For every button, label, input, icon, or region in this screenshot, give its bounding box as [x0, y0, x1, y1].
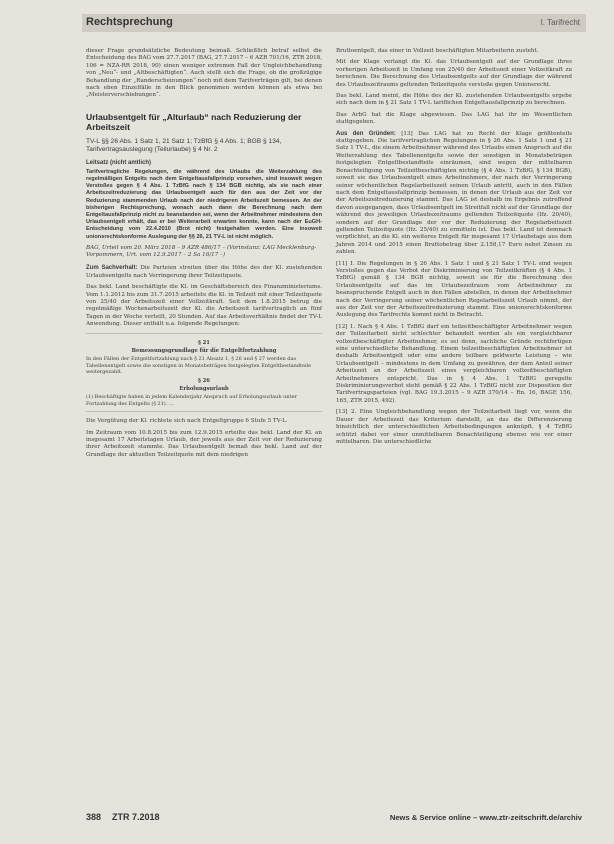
running-header	[82, 14, 586, 32]
paragraph-body: In den Fällen der Entgeltfortzahlung nach § 21 Absatz 1, § 26 und § 27 werden das Tabellenentgelt sowie die sonstigen in Monatsbeträgen festgelegten Entgeltbestandteile weitergezahlt.	[86, 356, 312, 376]
right-paragraph-3: Das bekl. Land meint, die Höhe des der Kl. zustehenden Urlaubsentgelts ergebe sich nach dem in § 21 Satz 1 TV-L tariflichen Entgeltausfallprinzip zu berechnen.	[336, 93, 572, 107]
sachverhalt-text: Die Parteien streiten über die Höhe des der Kl. zustehenden Urlaubsentgelts nach Verringerung ihrer Teilzeitquote.	[86, 265, 322, 279]
page-footer	[82, 810, 586, 826]
paragraph-number-2: § 26	[198, 377, 210, 384]
right-paragraph-1: Bruttoentgelt, das einer in Vollzeit beschäftigten Mitarbeiterin zusteht.	[336, 48, 539, 54]
quoted-regulation	[86, 333, 322, 413]
section-title: Rechtsprechung	[86, 16, 173, 28]
journal-issue: ZTR 7.2018	[112, 812, 160, 822]
reasoning-paragraph-11: [11] I. Die Regelungen in § 26 Abs. 1 Satz 1 und § 21 Satz 1 TV-L sind wegen Verstoßes gegen das Verbot der Diskriminierung von Teilzeitkräften (§ 4 Abs. 1 TzBfG) gemäß § 134 BGB nichtig, soweit sie für die Berechnung des Urlaubsentgelts auf das im Urlaubszeitraum vom Arbeitnehmer zu beanspruchende Entgelt auch in den Fällen abstellen, in denen der Arbeitnehmer nach der Verringerung seiner wöchentlichen Regelarbeitszeit Urlaub nimmt, der aus der Zeit vor der Arbeitszeitreduzierung stammt. Eine unionsrechtskonforme Auslegung des Tarifrechts kommt nicht in Betracht.	[336, 260, 572, 319]
sachverhalt-paragraph	[86, 265, 322, 280]
left-column	[86, 48, 322, 463]
gruende-paragraph	[336, 131, 572, 257]
archive-link[interactable]: News & Service online – www.ztr-zeitschrift.de/archiv	[389, 813, 582, 822]
paragraph-title-2: Erholungsurlaub	[179, 385, 229, 392]
gruende-text: [13] Das LAG hat zu Recht der Klage größtenteils stattgegeben. Die tarifvertraglichen Regelungen in § 26 Abs. 1 Satz 1 und § 21 Satz 1 TV-L, die einem Arbeitnehmer während des Urlaubs einen Anspruch auf die Weiterzahlung des Tabellenentgelts sowie der sonstigen in Monatsbeträgen festgelegten Entgeltbestandteile einräumen, sind wegen der mittelbaren Benachteiligung von Teilzeitbeschäftigten nichtig (§ 4 Abs. 1 TzBfG, § 134 BGB), soweit sie das Urlaubsentgelt eines Arbeitnehmers, der nach der Verringerung seiner wöchentlichen Regelarbeitszeit seinen Urlaub antritt, auch in den Fällen nach dem Entgeltausfallprinzip bemessen, in denen der Urlaub aus der Zeit vor der Arbeitszeitreduzierung stammt. Das LAG ist deshalb im Ergebnis zutreffend davon ausgegangen, dass Urlaubsentgelt im Streitfall nicht auf der Grundlage der während des jeweiligen Urlaubszeitraums geltenden Teilzeitquote (Ifz. 20/40), sondern auf der Grundlage der vor der Reduzierung der Regelarbeitszeit geltenden Teilzeitquote (Ifz. 25/40) zu ermitteln ist. Das bekl. Land ist demnach verpflichtet, an die Kl. ein weiteres Entgelt für insgesamt 17 Urlaubstage aus dem Jahren 2014 und 2015 einen Bruttobetrag über 2.158,17 Euro nebst Zinsen zu zahlen.	[336, 130, 572, 256]
right-column	[336, 48, 572, 450]
vacation-period-paragraph: Im Zeitraum vom 10.8.2015 bis zum 12.9.2015 erteilte das bekl. Land der Kl. an insgesamt 17 Arbeitstagen Urlaub, der jeweils aus der Zeit vor der Reduzierung ihrer Arbeitszeit stammte. Das Urlaubsentgelt bemaß das bekl. Land auf der Grundlage der aktuellen Teilzeitquote mit dem niedrigen	[86, 429, 322, 458]
category-label: I. Tarifrecht	[540, 18, 580, 27]
court-citation: BAG, Urteil vom 20. März 2018 – 9 AZR 486/17 – (Vorinstanz: LAG Mecklenburg-Vorpommern, Urt. vom 12.9.2017 – 2 Sa 16/17 –)	[86, 244, 317, 259]
legal-norms: TV-L §§ 26 Abs. 1 Satz 1, 21 Satz 1; TzBfG § 4 Abs. 1; BGB § 134, Tarifvertragsauslegung (Teilurlaube) § 4 Nr. 2	[86, 137, 282, 153]
page-number: 388	[86, 812, 102, 822]
leitsatz-text: Tarifvertragliche Regelungen, die während des Urlaubs die Weiterzahlung des regelmäßigen Entgelts nach dem Entgeltausfallprinzip vorsehen, sind insoweit wegen Verstoßes gegen § 4 Abs. 1 TzBfG nach § 134 BGB nichtig, als sie nach einer Arbeitszeitreduzierung das Urlaubsentgelt auch für den aus der Zeit vor der Reduzierung stammenden Urlaub nach der niedrigeren Arbeitszeit bemessen. An der bisherigen Rechtsprechung, wonach auch dann die Berechnung nach dem Entgeltausfallprinzip nicht zu beanstanden sei, wenn der Arbeitnehmer mindestens den Urlaubsentgelt erhält, das er bei Weiterarbeit erwarten konnte, kann nach der EuGH-Entscheidung vom 22.4.2010 (Brot nicht) festgehalten werden. Eine insoweit unionsrechtskonforme Auslegung der §§ 26, 21 TV-L ist nicht möglich.	[86, 168, 322, 240]
paragraph-number: § 21	[198, 339, 210, 346]
reasoning-paragraph-13: [13] 2. Eine Ungleichbehandlung wegen der Teilzeitarbeit liegt vor, wenn die Dauer der Arbeitszeit das Kriterium darstellt, an das die Differenzierung hinsichtlich der unterschiedlichen Arbeitsbedingungen anknüpft. § 4 TzBfG schützt dabei vor einer unmittelbaren Benachteiligung ebenso wie vor einer mittelbaren. Die unterschiedliche	[336, 409, 572, 445]
pay-group-paragraph: Die Vergütung der Kl. richtete sich nach Entgeltgruppe 6 Stufe 5 TV-L.	[86, 418, 288, 425]
right-paragraph-2: Mit der Klage verlangt die Kl. das Urlaubsentgelt auf der Grundlage ihres vorherigen Arbeitszeit in Umfang von 25/40 der Arbeitszeit einer Vollzeitkraft zu berechnen. Die Berechnung des Urlaubsentgelts auf der Grundlage der während des Urlaubszeitraums geltenden Teilzeitquote verstoße gegen Unionsrecht.	[336, 59, 572, 88]
paragraph-title: Bemessungsgrundlage für die Entgeltfortzahlung	[131, 347, 277, 354]
intro-paragraph: dieser Frage grundsätzliche Bedeutung beimaß. Schließlich betraf selbst die Entscheidung des BAG vom 27.7.2017 (BAG, 27.7.2017 – 6 AZR 701/16, ZTR 2018, 106 = NZA-RR 2018, 90) einen weniger extremen Fall der Ungleichbehandlung von „Neu“- und „Altbeschäftigten“. Auch stellt sich die Frage, ob die großzügige Behandlung der „Randerscheinungen“ noch mit dem Tarifverträgen gilt, bei denen nach eben Einzelfälle in den Blick genommen werden können als etwa bei „Meisterverschiebungen“.	[86, 48, 322, 99]
reasoning-paragraph-12: [12] 1. Nach § 4 Abs. 1 TzBfG darf ein teilzeitbeschäftigter Arbeitnehmer wegen der Teilzeitarbeit nicht schlechter behandelt werden als ein vergleichbarer vollzeitbeschäftigter Arbeitnehmer, es sei denn, sachliche Gründe rechtfertigen eine unterschiedliche Behandlung. Einem teilzeitbeschäftigten Arbeitnehmer ist deshalb Arbeitsentgelt oder eine andere teilbare geldwerte Leistung – wie Urlaubsentgelt – mindestens in dem Umfang zu gewähren, der dem Anteil seiner Arbeitszeit an der Arbeitszeit eines vergleichbaren vollzeitbeschäftigten Arbeitnehmers entspricht. Das in § 4 Abs. 1 TzBfG geregelte Diskriminierungsverbot steht gemäß § 22 Abs. 1 TzBfG nicht zur Disposition der Tarifvertragsparteien (vgl. BAG 19.3.2015 – 9 AZR 370/14 – Rn. 16, BAGE 156, 165, ZTR 2015, 492).	[336, 323, 572, 404]
paragraph-body-2: (1) Beschäftigte haben in jedem Kalenderjahr Anspruch auf Erholungsurlaub unter Fortzahlung des Entgelts (§ 21). ...	[86, 394, 297, 407]
leitsatz-label: Leitsatz (nicht amtlich)	[86, 159, 152, 166]
right-paragraph-4: Das ArbG hat die Klage abgewiesen. Das LAG hat ihr im Wesentlichen stattgegeben.	[336, 111, 572, 126]
sachverhalt-label: Zum Sachverhalt:	[86, 265, 138, 272]
article-heading: Urlaubsentgelt für „Alturlaub“ nach Reduzierung der Arbeitszeit	[86, 111, 302, 132]
facts-paragraph: Das bekl. Land beschäftigte die Kl. im Geschäftsbereich des Finanzministeriums. Vom 1.1.2012 bis zum 31.7.2015 arbeitete die Kl. in Teilzeit mit einer Teilzeitquote von 25/40 der Arbeitszeit einer Vollzeitkraft. Seit dem 1.8.2015 betrug die regelmäßige Wochenarbeitszeit der Kl. die Arbeitszeit tarifvertraglich an fünf Tagen in der Woche verteilt, 20 Stunden. Auf das Arbeitsverhältnis findet der TV-L Anwendung. Dieser enthält u.a. folgende Regelungen:	[86, 284, 322, 328]
gruende-label: Aus den Gründen:	[336, 130, 396, 137]
